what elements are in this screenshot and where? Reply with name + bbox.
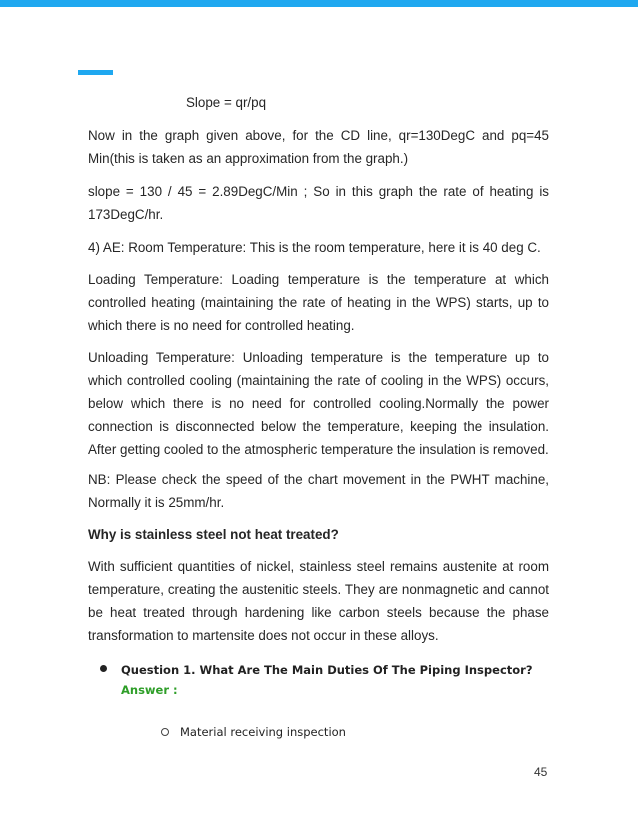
paragraph-cd-line: Now in the graph given above, for the CD line, qr=130DegC and pq=45 Min(this is taken as an approximation from the graph.) [88, 128, 549, 166]
section-heading: Why is stainless steel not heat treated? [88, 527, 339, 542]
paragraph-slope-calc: slope = 130 / 45 = 2.89DegC/Min ; So in this graph the rate of heating is 173DegC/hr. [88, 184, 549, 222]
answer-item-text: Material receiving inspection [180, 725, 346, 739]
top-accent-bar [0, 0, 638, 7]
answer-label: Answer : [121, 683, 178, 697]
paragraph-room-temperature: 4) AE: Room Temperature: This is the room temperature, here it is 40 deg C. [88, 240, 541, 255]
paragraph-stainless-steel: With sufficient quantities of nickel, stainless steel remains austenite at room temperature, creating the austenitic steels. They are nonmagnetic and cannot be heat treated through hardening like carbon steels because the phase transformation to martensite does not occur in these alloys. [88, 559, 549, 643]
section-accent-mark [78, 70, 113, 75]
bullet-dot-icon [100, 665, 107, 672]
hollow-circle-bullet-icon [161, 728, 169, 736]
paragraph-loading-temperature: Loading Temperature: Loading temperature is the temperature at which controlled heating (maintaining the rate of heating in the WPS) starts, up to which there is no need for controlled heating. [88, 272, 549, 333]
paragraph-unloading-temperature: Unloading Temperature: Unloading temperature is the temperature up to which controlled cooling (maintaining the rate of cooling in the WPS) occurs, below which there is no need for controlled cooling.Normally the power connection is disconnected below the temperature, keeping the insulation. After getting cooled to the atmospheric temperature the insulation is removed. [88, 350, 549, 457]
slope-formula: Slope = qr/pq [186, 95, 267, 110]
page-number: 45 [534, 765, 548, 779]
paragraph-nb-chart-speed: NB: Please check the speed of the chart movement in the PWHT machine, Normally it is 25mm/hr. [88, 472, 549, 510]
question-title: Question 1. What Are The Main Duties Of The Piping Inspector? [121, 663, 533, 677]
